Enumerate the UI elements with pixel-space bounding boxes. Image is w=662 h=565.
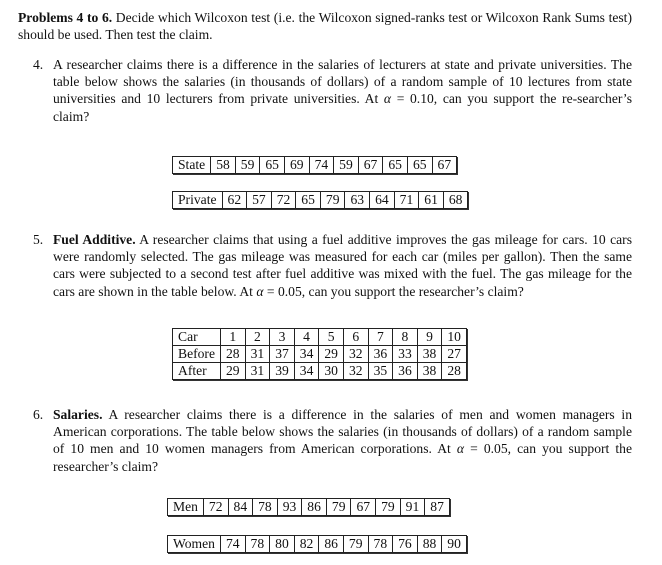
table-cell: 82: [294, 536, 319, 553]
table-cell: 76: [393, 536, 418, 553]
row-label: Car: [173, 329, 221, 346]
problem-6: 6. Salaries. A researcher claims there is a difference in the salaries of men and women managers in American corporations. The table below shows the salaries (in thousands of dollars) of a random sample of 10 men and 10 women managers from American corporations. At α = 0.05, can you support the researcher’s claim?: [33, 407, 632, 474]
table-cell: 38: [417, 346, 442, 363]
table-cell: 74: [220, 536, 245, 553]
table-cell: 10: [442, 329, 467, 346]
table-cell: 79: [343, 536, 368, 553]
table-cell: 27: [442, 346, 467, 363]
table-cell: 38: [417, 363, 442, 380]
table-cell: 65: [296, 192, 321, 209]
table-row: [173, 363, 467, 380]
table-cell: 37: [270, 346, 295, 363]
row-label: Women: [168, 536, 221, 553]
table-cell: 67: [432, 157, 457, 174]
table-cell: 29: [319, 346, 344, 363]
table-cell: 28: [221, 346, 246, 363]
women-salary-table: [167, 535, 467, 553]
row-label: State: [173, 157, 211, 174]
table-cell: 8: [393, 329, 418, 346]
table-cell: 80: [270, 536, 295, 553]
table-row: [168, 499, 450, 516]
table-cell: 29: [221, 363, 246, 380]
row-label: Private: [173, 192, 223, 209]
table-cell: 32: [343, 363, 368, 380]
table-row: [168, 536, 467, 553]
table-cell: 35: [368, 363, 393, 380]
table-cell: 65: [383, 157, 408, 174]
table-cell: 84: [228, 499, 253, 516]
table-cell: 88: [417, 536, 442, 553]
private-salary-table: [172, 191, 468, 209]
problem-5: 5. Fuel Additive. A researcher claims that using a fuel additive improves the gas mileage for cars. 10 cars were randomly selected. The gas mileage was measured for each car (miles per gallon). Then the same cars were subjected to a second test after fuel additive was mixed with the fuel. The gas mileage for the cars are shown in the table below. At α = 0.05, can you support the researcher’s claim?: [33, 232, 632, 299]
table-cell: 68: [443, 192, 468, 209]
table-cell: 78: [368, 536, 393, 553]
row-label: Before: [173, 346, 221, 363]
table-row: [173, 157, 457, 174]
table-cell: 67: [358, 157, 383, 174]
table-cell: 67: [351, 499, 376, 516]
table-cell: 3: [270, 329, 295, 346]
table-cell: 91: [400, 499, 425, 516]
table-cell: 39: [270, 363, 295, 380]
gas-mileage-table: [172, 328, 467, 380]
table-cell: 34: [294, 346, 319, 363]
state-salary-table: [172, 156, 457, 174]
table-cell: 87: [425, 499, 450, 516]
table-cell: 4: [294, 329, 319, 346]
table-cell: 62: [222, 192, 247, 209]
table-cell: 93: [277, 499, 302, 516]
table-cell: 74: [309, 157, 334, 174]
table-cell: 57: [247, 192, 272, 209]
table-cell: 33: [393, 346, 418, 363]
table-cell: 34: [294, 363, 319, 380]
table-cell: 72: [271, 192, 296, 209]
table-cell: 78: [253, 499, 278, 516]
row-label: Men: [168, 499, 204, 516]
table-cell: 86: [319, 536, 344, 553]
table-cell: 36: [368, 346, 393, 363]
men-salary-table: [167, 498, 450, 516]
table-cell: 59: [334, 157, 359, 174]
table-cell: 63: [345, 192, 370, 209]
table-cell: 79: [320, 192, 345, 209]
table-cell: 1: [221, 329, 246, 346]
table-cell: 79: [376, 499, 401, 516]
table-cell: 65: [260, 157, 285, 174]
problem-4: 4. A researcher claims there is a difference in the salaries of lecturers at state and private universities. The table below shows the salaries (in thousands of dollars) of a random sample of 10 lectures from state universities and 10 lecturers from private universities. At α = 0.10, can you support the re-searcher’s claim?: [33, 57, 632, 124]
table-cell: 9: [417, 329, 442, 346]
table-row: [173, 329, 467, 346]
table-cell: 7: [368, 329, 393, 346]
table-cell: 59: [235, 157, 260, 174]
table-cell: 32: [343, 346, 368, 363]
table-cell: 36: [393, 363, 418, 380]
problems-heading: Problems 4 to 6. Decide which Wilcoxon test (i.e. the Wilcoxon signed-ranks test or Wilcoxon Rank Sums test) should be used. Then test the claim.: [18, 10, 632, 42]
table-cell: 79: [326, 499, 351, 516]
table-cell: 86: [302, 499, 327, 516]
table-cell: 58: [211, 157, 236, 174]
table-cell: 64: [370, 192, 395, 209]
table-cell: 31: [245, 346, 270, 363]
table-row: [173, 192, 468, 209]
table-cell: 71: [394, 192, 419, 209]
table-cell: 78: [245, 536, 270, 553]
table-cell: 2: [245, 329, 270, 346]
table-row: [173, 346, 467, 363]
table-cell: 31: [245, 363, 270, 380]
table-cell: 69: [284, 157, 309, 174]
table-cell: 65: [407, 157, 432, 174]
table-cell: 61: [419, 192, 444, 209]
table-cell: 5: [319, 329, 344, 346]
table-cell: 72: [203, 499, 228, 516]
table-cell: 6: [343, 329, 368, 346]
table-cell: 90: [442, 536, 467, 553]
table-cell: 28: [442, 363, 467, 380]
row-label: After: [173, 363, 221, 380]
table-cell: 30: [319, 363, 344, 380]
